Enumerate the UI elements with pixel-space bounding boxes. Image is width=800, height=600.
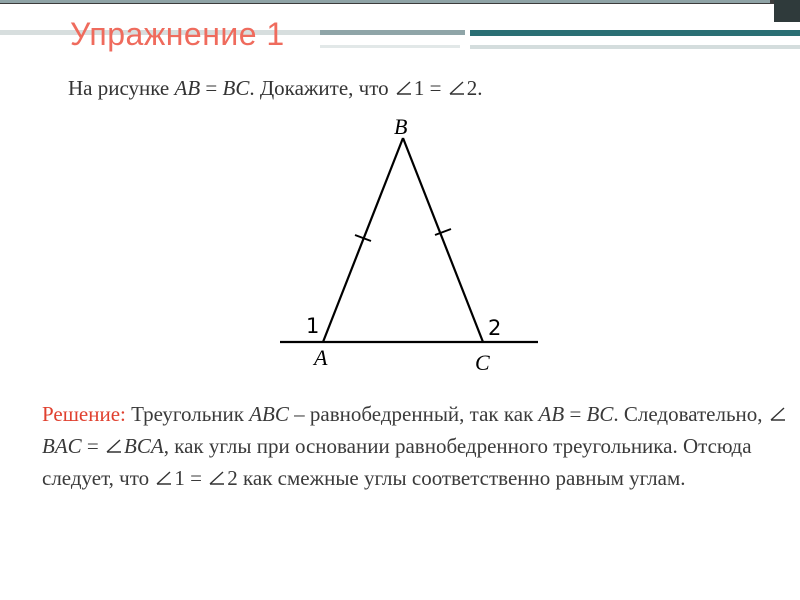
solution-text-part: Треугольник — [125, 402, 250, 426]
vertex-label-c: C — [475, 350, 490, 375]
vertex-label-b: B — [394, 114, 408, 139]
task-end: . — [477, 76, 483, 100]
task-statement — [68, 76, 482, 101]
solution-text-part: , как углы при основании равнобедренного треугольника. Отсюда следует, что — [42, 434, 752, 490]
segment-ab: AB — [174, 76, 201, 100]
triangle-figure — [270, 108, 550, 388]
angle-number-2: 2 — [466, 76, 478, 100]
solution-text-part: как смежные углы соответственно равным углам. — [237, 466, 686, 490]
angle-icon — [768, 406, 788, 422]
segment-bc: BC — [222, 76, 250, 100]
side-bc — [403, 138, 483, 342]
segment-bc: BC — [586, 402, 614, 426]
equals-sign-2: = — [424, 76, 447, 100]
angle-number-1: 1 — [413, 76, 425, 100]
angle-bca: BCA — [124, 434, 164, 458]
equals-sign: = — [184, 466, 208, 490]
angle-label-2: 2 — [488, 316, 502, 340]
solution-text — [42, 398, 792, 494]
angle-bac: BAC — [42, 434, 82, 458]
angle-icon — [447, 80, 467, 96]
segment-ab: AB — [538, 402, 565, 426]
equals-sign: = — [200, 76, 223, 100]
solution-label: Решение: — [42, 402, 126, 426]
equals-sign: = — [81, 434, 105, 458]
equals-sign: = — [564, 402, 587, 426]
angle-icon — [104, 438, 124, 454]
solution-text-part: – равнобедренный, так как — [288, 402, 539, 426]
task-tail: . Докажите, что — [249, 76, 394, 100]
vertex-label-a: A — [314, 345, 328, 370]
angle-label-1: 1 — [306, 314, 320, 338]
angle-number-2: 2 — [227, 466, 238, 490]
angle-number-1: 1 — [174, 466, 185, 490]
tick-mark-bc — [435, 229, 451, 235]
angle-icon — [207, 470, 227, 486]
triangle-abc: ABC — [249, 402, 289, 426]
task-lead: На рисунке — [68, 76, 175, 100]
angle-icon — [154, 470, 174, 486]
solution-text-part: . Следовательно, — [613, 402, 768, 426]
side-ab — [323, 138, 403, 342]
slide-title: Упражнение 1 — [70, 16, 285, 52]
angle-icon — [394, 80, 414, 96]
